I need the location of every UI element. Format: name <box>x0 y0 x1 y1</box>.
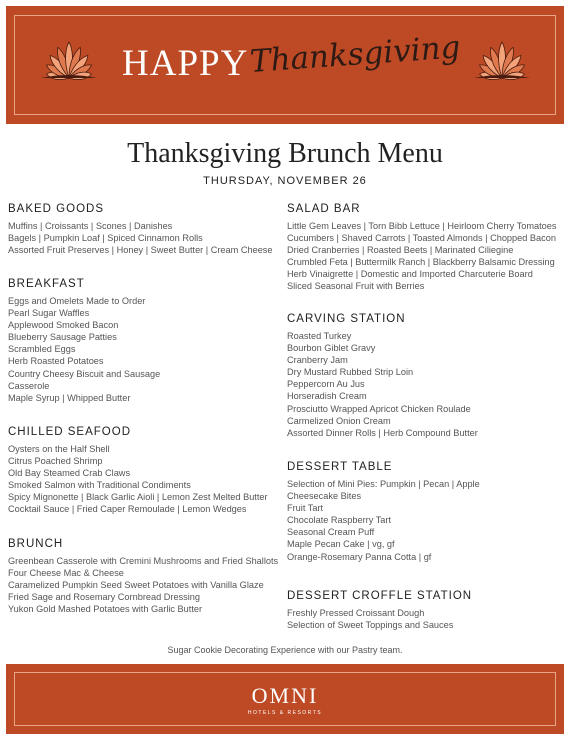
menu-item: Cheesecake Bites <box>287 491 362 502</box>
menu-item: Seasonal Cream Puff <box>287 527 375 538</box>
menu-title: Thanksgiving Brunch Menu <box>127 138 443 169</box>
menu-item: Pearl Sugar Waffles <box>8 308 90 319</box>
menu-item: Freshly Pressed Croissant Dough <box>287 608 425 618</box>
section-chilled-seafood <box>8 426 268 516</box>
menu-item: Cocktail Sauce | Fried Caper Remoulade | Lemon Wedges <box>8 504 247 515</box>
menu-item: Spicy Mignonette | Black Garlic Aioli | Lemon Zest Melted Butter <box>8 492 268 503</box>
menu-item: Sliced Seasonal Fruit with Berries <box>287 281 425 292</box>
happy-heading: HAPPY <box>122 43 249 84</box>
section-heading: DESSERT TABLE <box>287 461 393 473</box>
menu-item: Carmelized Onion Cream <box>287 415 391 426</box>
section-dessert-table <box>287 461 480 563</box>
section-heading: DESSERT CROFFLE STATION <box>287 590 473 602</box>
menu-item: Casserole <box>8 380 50 391</box>
section-baked-goods <box>8 203 273 256</box>
menu-item: Maple Pecan Cake | vg, gf <box>287 539 395 550</box>
menu-item: Maple Syrup | Whipped Butter <box>8 392 131 403</box>
menu-item: Chocolate Raspberry Tart <box>287 515 392 526</box>
menu-item: Roasted Turkey <box>287 331 352 341</box>
menu-item: Eggs and Omelets Made to Order <box>8 296 146 306</box>
menu-item: Herb Vinaigrette | Domestic and Imported Charcuterie Board <box>287 269 533 280</box>
section-heading: SALAD BAR <box>287 203 361 215</box>
section-heading: BRUNCH <box>8 538 64 550</box>
menu-item: Little Gem Leaves | Torn Bibb Lettuce | Heirloom Cherry Tomatoes <box>287 221 557 231</box>
lotus-icon <box>466 38 538 80</box>
menu-item: Old Bay Steamed Crab Claws <box>8 468 131 479</box>
menu-item: Prosciutto Wrapped Apricot Chicken Roulade <box>287 403 471 414</box>
menu-item: Applewood Smoked Bacon <box>8 320 119 331</box>
menu-item: Yukon Gold Mashed Potatoes with Garlic Butter <box>8 604 203 615</box>
section-heading: BAKED GOODS <box>8 203 104 215</box>
section-heading: CARVING STATION <box>287 313 406 325</box>
menu-date: THURSDAY, NOVEMBER 26 <box>203 175 367 187</box>
menu-item: Scrambled Eggs <box>8 344 76 355</box>
menu-item: Oysters on the Half Shell <box>8 444 110 454</box>
section-breakfast <box>8 278 160 404</box>
menu-item: Orange-Rosemary Panna Cotta | gf <box>287 551 432 562</box>
menu-item: Dried Cranberries | Roasted Beets | Marinated Ciliegine <box>287 245 514 256</box>
section-dessert-croffle-station <box>287 590 472 631</box>
menu-item: Fruit Tart <box>287 503 324 514</box>
thanksgiving-script: Thanksgiving <box>248 29 462 80</box>
menu-item: Bourbon Giblet Gravy <box>287 343 376 354</box>
section-brunch <box>8 538 278 615</box>
menu-item: Crumbled Feta | Buttermilk Ranch | Blackberry Balsamic Dressing <box>287 257 555 268</box>
menu-item: Herb Roasted Potatoes <box>8 356 104 367</box>
menu-item: Greenbean Casserole with Cremini Mushrooms and Fried Shallots <box>8 556 279 566</box>
menu-item: Four Cheese Mac & Cheese <box>8 568 124 579</box>
menu-item: Assorted Dinner Rolls | Herb Compound Butter <box>287 427 478 438</box>
menu-item: Smoked Salmon with Traditional Condiments <box>8 480 191 491</box>
menu-item: Country Cheesy Biscuit and Sausage <box>8 368 161 379</box>
section-salad-bar <box>287 203 556 293</box>
menu-item: Bagels | Pumpkin Loaf | Spiced Cinnamon Rolls <box>8 233 203 244</box>
footnote: Sugar Cookie Decorating Experience with our Pastry team. <box>167 645 403 655</box>
lotus-icon <box>33 38 105 80</box>
menu-item: Blueberry Sausage Patties <box>8 332 117 343</box>
menu-item: Dry Mustard Rubbed Strip Loin <box>287 367 414 378</box>
menu-item: Fried Sage and Rosemary Cornbread Dressing <box>8 592 201 603</box>
menu-item: Peppercorn Au Jus <box>287 379 365 390</box>
menu-item: Caramelized Pumpkin Seed Sweet Potatoes with Vanilla Glaze <box>8 580 264 591</box>
section-heading: BREAKFAST <box>8 278 85 290</box>
omni-logo: OMNI <box>251 683 319 708</box>
section-heading: CHILLED SEAFOOD <box>8 426 131 438</box>
omni-logo-subtitle: HOTELS & RESORTS <box>247 710 323 716</box>
menu-item: Assorted Fruit Preserves | Honey | Sweet Butter | Cream Cheese <box>8 245 273 256</box>
menu-item: Citrus Poached Shrimp <box>8 456 103 467</box>
menu-item: Cranberry Jam <box>287 355 348 366</box>
menu-item: Cucumbers | Shaved Carrots | Toasted Almonds | Chopped Bacon <box>287 233 556 244</box>
menu-item: Muffins | Croissants | Scones | Danishes <box>8 221 173 231</box>
menu-item: Selection of Mini Pies: Pumpkin | Pecan | Apple <box>287 479 480 489</box>
menu-item: Selection of Sweet Toppings and Sauces <box>287 620 454 631</box>
section-carving-station <box>287 313 478 439</box>
menu-item: Horseradish Cream <box>287 391 367 402</box>
